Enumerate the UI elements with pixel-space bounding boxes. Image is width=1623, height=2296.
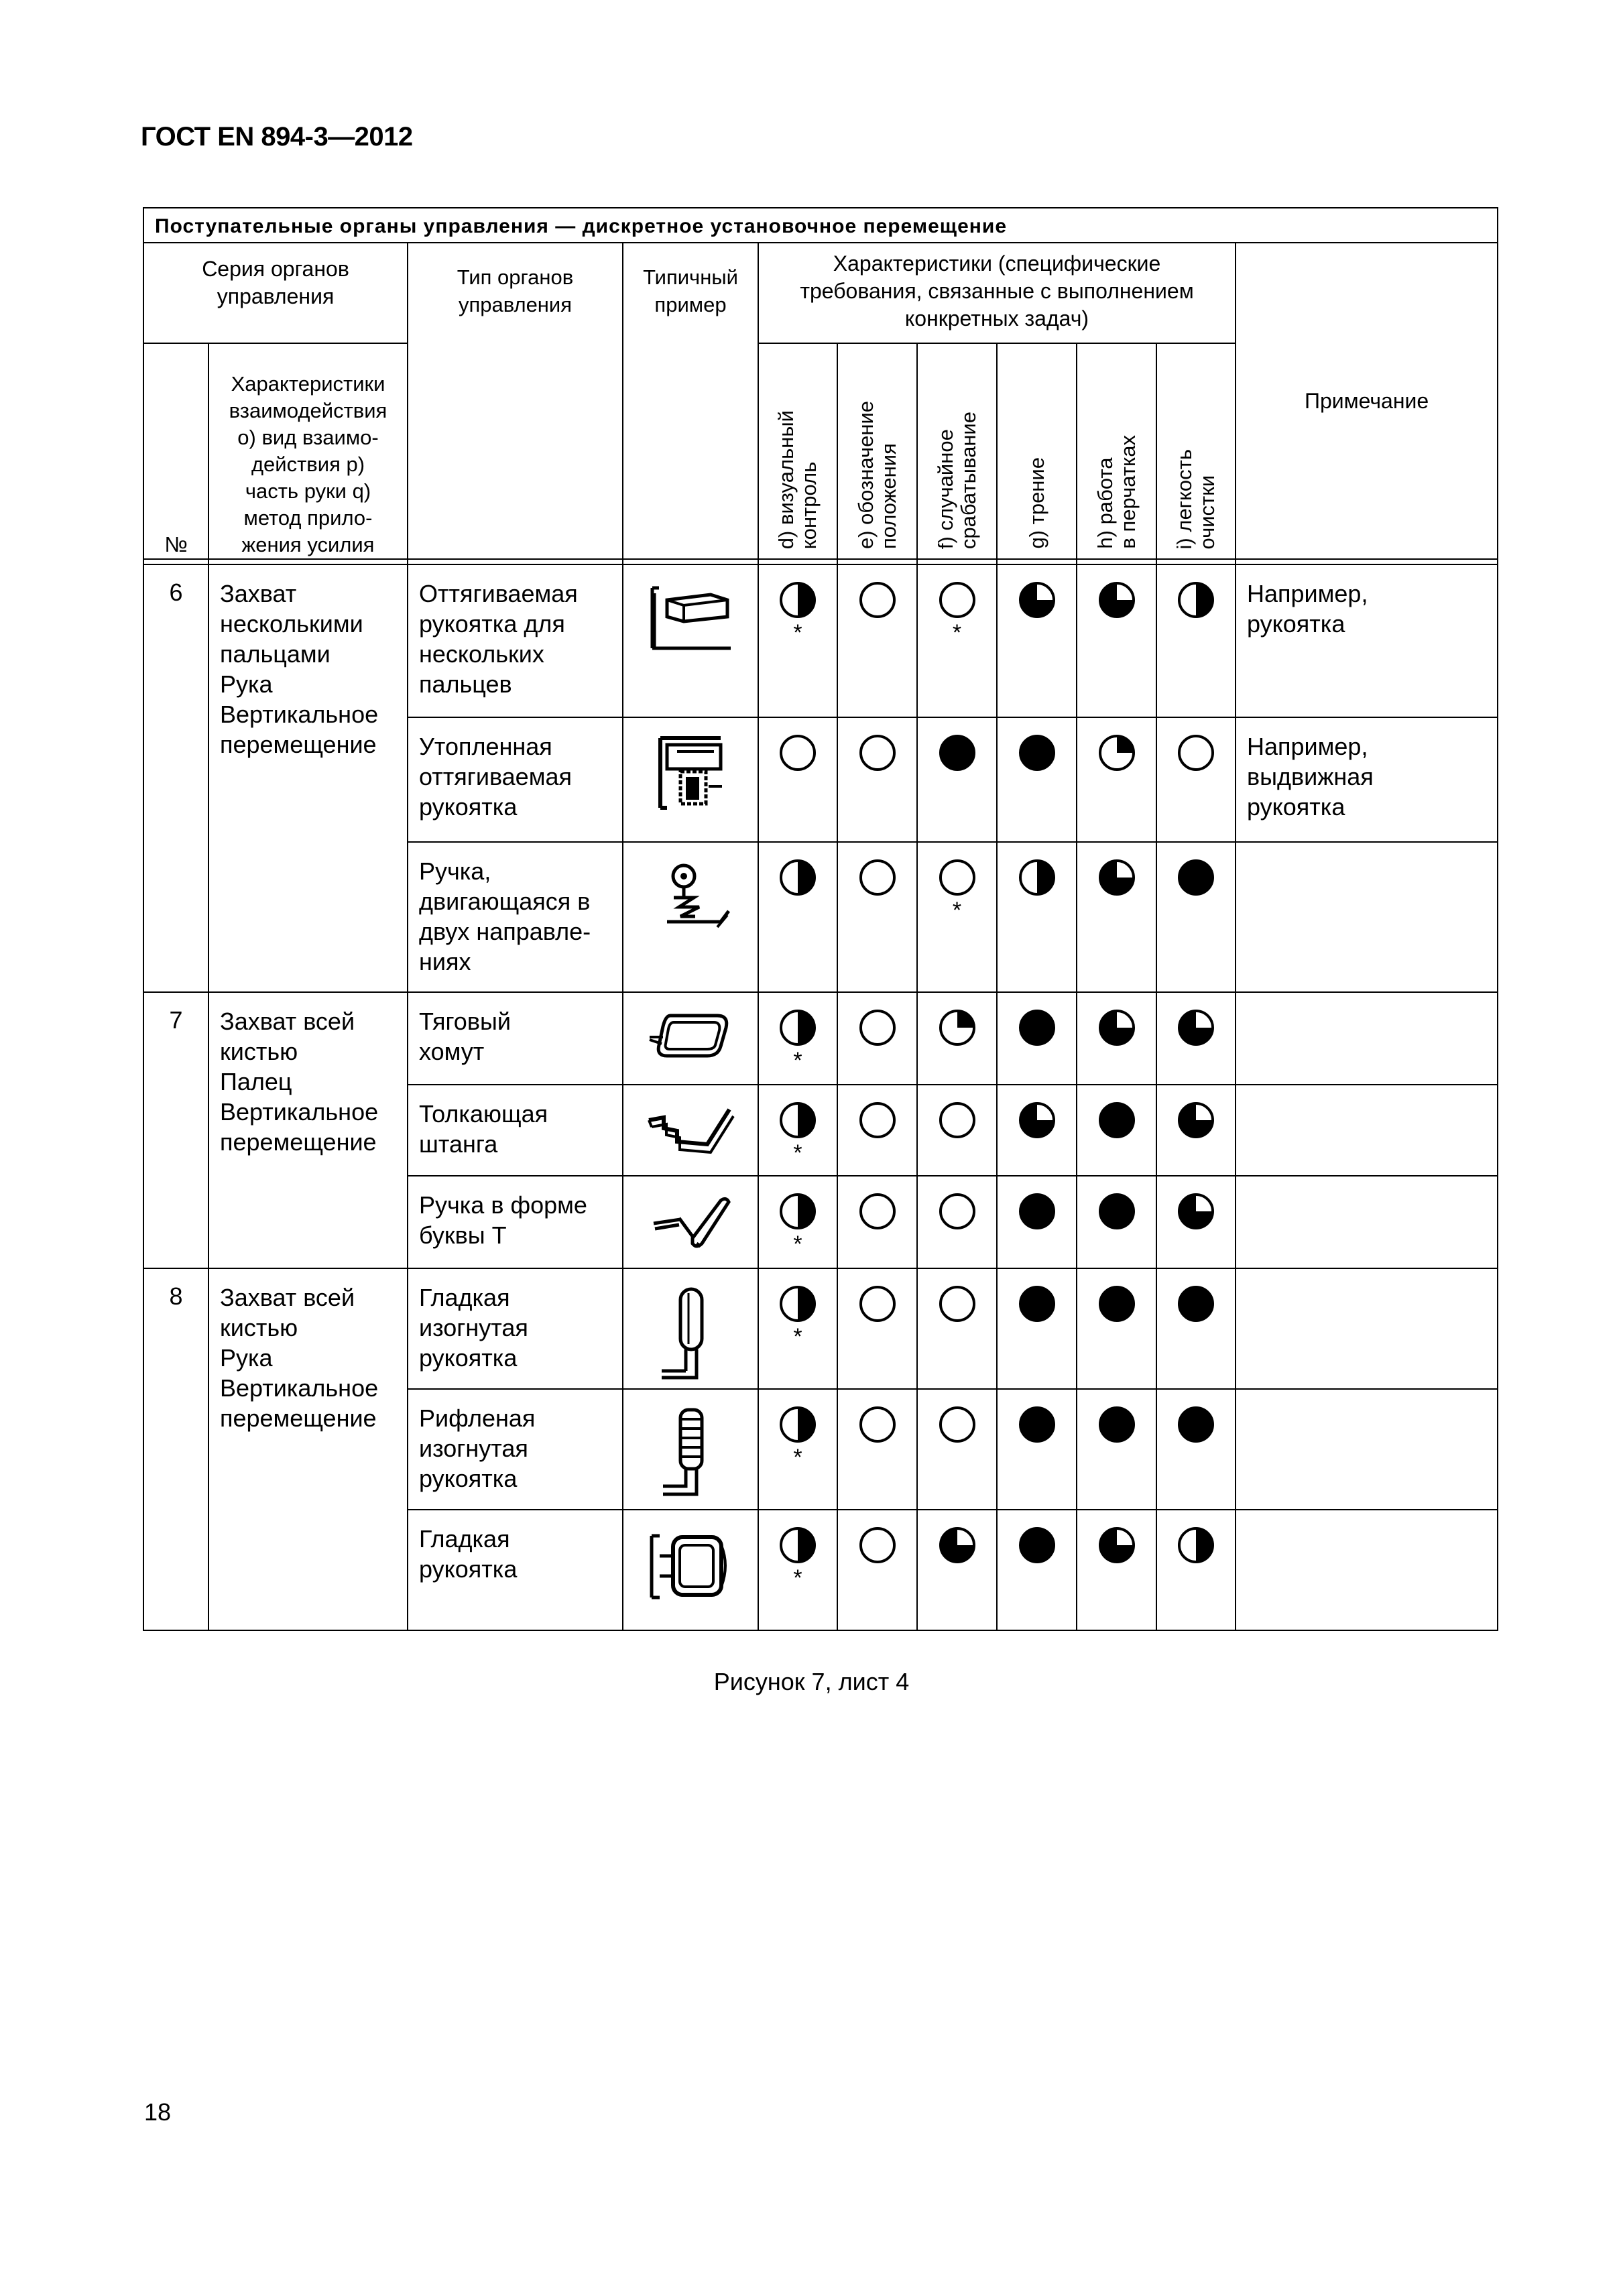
example-header (623, 243, 758, 559)
rating-cell-f (917, 992, 997, 1085)
series-header (143, 243, 408, 343)
criteria-header-wrap (1157, 349, 1235, 558)
rating-empty-icon (838, 1100, 916, 1140)
example-cell (623, 1389, 758, 1510)
rating-empty-icon (918, 1404, 996, 1445)
rating-cell-i (1156, 1268, 1236, 1389)
control-type-text: Оттягиваемая рукоятка для нескольких пальцев (419, 580, 578, 698)
rating-cell-i (1156, 1085, 1236, 1176)
control-type-cell (408, 1510, 623, 1630)
control-type-header (408, 243, 623, 559)
rating-half-icon (759, 1284, 837, 1324)
rating-cell-g (997, 564, 1077, 717)
rating-cell-h (1077, 1389, 1156, 1510)
series-header-text: Серия органов управления (202, 257, 349, 308)
rating-empty-icon (838, 1284, 916, 1324)
criteria-label: d) визуальный контроль (774, 410, 821, 549)
rating-full-icon (1077, 1284, 1156, 1324)
rating-three-quarter-icon (1077, 1525, 1156, 1565)
criteria-header-wrap (838, 349, 916, 558)
rating-empty-icon (838, 1008, 916, 1048)
table-row (143, 1268, 1498, 1389)
control-type-text: Ручка, двигающаяся в двух направле- ниях (419, 857, 591, 975)
no-header (143, 343, 208, 559)
remark-cell (1236, 1085, 1498, 1176)
rating-half-icon (759, 1100, 837, 1140)
control-type-text: Толкающая штанга (419, 1100, 548, 1158)
rating-half-icon (759, 580, 837, 620)
criteria-label: f) случайное срабатывание (933, 411, 980, 549)
example-header-text: Типичный пример (643, 265, 738, 316)
rating-cell-e (837, 717, 917, 842)
rating-full-icon (1157, 1404, 1235, 1445)
control-type-cell (408, 1085, 623, 1176)
rating-cell-e (837, 1268, 917, 1389)
rating-cell-e (837, 1389, 917, 1510)
rating-empty-icon (918, 580, 996, 620)
divider-cell (143, 559, 208, 564)
rating-cell-d (758, 1268, 837, 1389)
interaction-text: Захват всей кистью Рука Вертикальное перемещение (220, 1284, 379, 1432)
divider-cell (1236, 559, 1498, 564)
asterisk-mark: * (793, 1048, 802, 1073)
asterisk-mark: * (793, 1231, 802, 1257)
rating-empty-icon (1157, 733, 1235, 773)
rating-full-icon (1077, 1404, 1156, 1445)
remark-cell (1236, 1510, 1498, 1630)
group-number: 7 (143, 992, 208, 1268)
example-cell (623, 842, 758, 992)
rating-full-icon (998, 1008, 1076, 1048)
smooth-bent-handle-icon (654, 1376, 727, 1387)
document-header: ГОСТ EN 894-3—2012 (141, 122, 413, 152)
divider-cell (1077, 559, 1156, 564)
rating-cell-f (917, 1389, 997, 1510)
rating-cell-e (837, 992, 917, 1085)
control-type-text: Гладкая изогнутая рукоятка (419, 1284, 528, 1372)
remark-cell (1236, 992, 1498, 1085)
rating-empty-icon (838, 1191, 916, 1231)
rating-cell-h (1077, 1510, 1156, 1630)
rating-empty-icon (838, 733, 916, 773)
criteria-header-wrap (1077, 349, 1156, 558)
rating-quarter-icon (918, 1008, 996, 1048)
rating-cell-i (1156, 842, 1236, 992)
rating-empty-icon (838, 580, 916, 620)
rating-half-icon (759, 1525, 837, 1565)
rating-cell-d (758, 564, 837, 717)
criteria-header-e (837, 343, 917, 559)
table-row (143, 992, 1498, 1085)
rating-cell-e (837, 842, 917, 992)
asterisk-mark: * (793, 1324, 802, 1349)
divider-cell (1156, 559, 1236, 564)
rating-cell-d (758, 717, 837, 842)
remark-header (1236, 243, 1498, 559)
rating-cell-d (758, 1389, 837, 1510)
example-cell (623, 992, 758, 1085)
characteristics-group-text: Характеристики (специфические требования, связанные с выполнением конкретных задач) (800, 251, 1194, 330)
control-type-cell (408, 564, 623, 717)
rating-three-quarter-icon (1157, 1008, 1235, 1048)
rating-full-icon (998, 1404, 1076, 1445)
t-handle-icon (647, 1243, 734, 1254)
rating-cell-g (997, 1389, 1077, 1510)
remark-cell (1236, 564, 1498, 717)
rating-cell-f (917, 717, 997, 842)
asterisk-mark: * (793, 1140, 802, 1166)
interaction-cell (208, 564, 408, 992)
rating-full-icon (998, 1191, 1076, 1231)
interaction-text: Захват несколькими пальцами Рука Вертикальное перемещение (220, 580, 379, 758)
page-number: 18 (144, 2098, 172, 2126)
criteria-header-f (917, 343, 997, 559)
criteria-header-g (997, 343, 1077, 559)
rating-empty-icon (918, 1100, 996, 1140)
rating-empty-icon (759, 733, 837, 773)
rating-full-icon (1077, 1100, 1156, 1140)
rating-full-icon (998, 733, 1076, 773)
rating-three-quarter-icon (1077, 580, 1156, 620)
control-type-cell (408, 1176, 623, 1268)
rating-empty-icon (918, 1284, 996, 1324)
rating-cell-i (1156, 717, 1236, 842)
control-type-text: Гладкая рукоятка (419, 1525, 518, 1583)
remark-text: Например, рукоятка (1247, 580, 1368, 638)
rating-full-icon (1157, 1284, 1235, 1324)
controls-table (143, 207, 1498, 1631)
table-row (143, 564, 1498, 717)
remark-cell (1236, 1268, 1498, 1389)
rating-cell-d (758, 1176, 837, 1268)
rating-half-icon (759, 1404, 837, 1445)
rating-cell-d (758, 992, 837, 1085)
no-header-text: № (164, 532, 188, 556)
rating-full-icon (1157, 857, 1235, 898)
example-cell (623, 1268, 758, 1389)
rating-quarter-icon (1077, 733, 1156, 773)
rating-cell-f (917, 1085, 997, 1176)
control-type-cell (408, 1389, 623, 1510)
rating-cell-i (1156, 992, 1236, 1085)
rating-cell-d (758, 1510, 837, 1630)
rating-half-icon (998, 857, 1076, 898)
two-way-knob-icon (647, 929, 734, 941)
rating-empty-icon (838, 857, 916, 898)
rating-cell-g (997, 992, 1077, 1085)
figure-caption: Рисунок 7, лист 4 (713, 1668, 910, 1695)
divider-cell (408, 559, 623, 564)
rating-three-quarter-icon (1157, 1100, 1235, 1140)
rating-cell-e (837, 1510, 917, 1630)
rating-cell-e (837, 1176, 917, 1268)
control-type-text: Утопленная оттягиваемая рукоятка (419, 733, 572, 821)
group-number: 6 (143, 564, 208, 992)
rating-three-quarter-icon (998, 580, 1076, 620)
criteria-header-h (1077, 343, 1156, 559)
example-cell (623, 1085, 758, 1176)
asterisk-mark: * (952, 620, 962, 646)
interaction-text: Захват всей кистью Палец Вертикальное перемещение (220, 1008, 379, 1156)
rating-cell-h (1077, 842, 1156, 992)
rating-half-icon (759, 1008, 837, 1048)
smooth-handle-icon (644, 1597, 737, 1608)
rating-cell-d (758, 1085, 837, 1176)
rating-cell-h (1077, 564, 1156, 717)
rating-cell-f (917, 1268, 997, 1389)
rating-half-icon (759, 857, 837, 898)
criteria-label: e) обозначение положения (853, 400, 900, 549)
rating-full-icon (998, 1284, 1076, 1324)
rating-cell-e (837, 564, 917, 717)
sunken-pull-handle-icon (647, 804, 734, 816)
rating-full-icon (1077, 1191, 1156, 1231)
rating-cell-h (1077, 1085, 1156, 1176)
remark-cell (1236, 1176, 1498, 1268)
rating-half-icon (1157, 580, 1235, 620)
criteria-label: i) легкость очистки (1173, 448, 1219, 549)
rating-cell-h (1077, 992, 1156, 1085)
characteristics-group-header (758, 243, 1236, 343)
pull-yoke-icon (647, 1052, 734, 1064)
interaction-header (208, 343, 408, 559)
rating-cell-h (1077, 1268, 1156, 1389)
control-type-text: Рифленая изогнутая рукоятка (419, 1404, 536, 1492)
rating-empty-icon (838, 1525, 916, 1565)
asterisk-mark: * (793, 1445, 802, 1470)
rating-full-icon (918, 733, 996, 773)
asterisk-mark: * (793, 620, 802, 646)
rating-cell-g (997, 1268, 1077, 1389)
table-title: Поступательные органы управления — дискретное установочное перемещение (143, 208, 1498, 243)
criteria-label: g) трение (1024, 457, 1048, 549)
rating-cell-g (997, 717, 1077, 842)
rating-three-quarter-icon (1077, 1008, 1156, 1048)
control-type-text: Ручка в форме буквы Т (419, 1191, 587, 1249)
rating-empty-icon (838, 1404, 916, 1445)
control-type-cell (408, 842, 623, 992)
example-cell (623, 717, 758, 842)
control-type-header-text: Тип органов управления (457, 265, 574, 316)
control-type-cell (408, 1268, 623, 1389)
criteria-header-wrap (759, 349, 837, 558)
rating-three-quarter-icon (998, 1100, 1076, 1140)
group-number: 8 (143, 1268, 208, 1630)
criteria-label: h) работа в перчатках (1093, 435, 1140, 549)
example-cell (623, 1176, 758, 1268)
rating-cell-e (837, 1085, 917, 1176)
rating-three-quarter-icon (1077, 857, 1156, 898)
rating-cell-f (917, 842, 997, 992)
interaction-header-text: Характеристики взаимодействия о) вид взаимо- действия р) часть руки q) метод прило- жения усилия (229, 372, 387, 556)
rating-cell-g (997, 1176, 1077, 1268)
asterisk-mark: * (793, 1565, 802, 1591)
rating-empty-icon (918, 1191, 996, 1231)
rating-cell-i (1156, 564, 1236, 717)
rating-cell-i (1156, 1176, 1236, 1268)
rating-full-icon (998, 1525, 1076, 1565)
rating-cell-g (997, 1085, 1077, 1176)
example-cell (623, 1510, 758, 1630)
rating-half-icon (759, 1191, 837, 1231)
remark-cell (1236, 1389, 1498, 1510)
rating-cell-h (1077, 1176, 1156, 1268)
header-divider (143, 559, 1498, 564)
rating-cell-i (1156, 1389, 1236, 1510)
remark-cell (1236, 717, 1498, 842)
criteria-header-wrap (918, 349, 996, 558)
interaction-cell (208, 992, 408, 1268)
control-type-cell (408, 717, 623, 842)
rating-three-quarter-icon (918, 1525, 996, 1565)
criteria-header-wrap (998, 349, 1076, 558)
rating-cell-g (997, 1510, 1077, 1630)
rating-cell-h (1077, 717, 1156, 842)
divider-cell (997, 559, 1077, 564)
criteria-header-d (758, 343, 837, 559)
push-bar-icon (644, 1152, 737, 1163)
rating-half-icon (1157, 1525, 1235, 1565)
divider-cell (623, 559, 758, 564)
interaction-cell (208, 1268, 408, 1630)
rating-cell-f (917, 564, 997, 717)
rating-cell-i (1156, 1510, 1236, 1630)
remark-header-text: Примечание (1304, 388, 1429, 413)
divider-cell (837, 559, 917, 564)
rating-cell-g (997, 842, 1077, 992)
example-cell (623, 564, 758, 717)
rating-three-quarter-icon (1157, 1191, 1235, 1231)
rating-empty-icon (918, 857, 996, 898)
remark-cell (1236, 842, 1498, 992)
remark-text: Например, выдвижная рукоятка (1247, 733, 1374, 821)
criteria-header-i (1156, 343, 1236, 559)
control-type-cell (408, 992, 623, 1085)
ribbed-bent-handle-icon (654, 1496, 727, 1508)
rating-cell-f (917, 1176, 997, 1268)
divider-cell (758, 559, 837, 564)
control-type-text: Тяговый хомут (419, 1008, 511, 1065)
recessed-handle-icon (647, 645, 734, 656)
divider-cell (208, 559, 408, 564)
rating-cell-f (917, 1510, 997, 1630)
rating-cell-d (758, 842, 837, 992)
asterisk-mark: * (952, 898, 962, 923)
divider-cell (917, 559, 997, 564)
